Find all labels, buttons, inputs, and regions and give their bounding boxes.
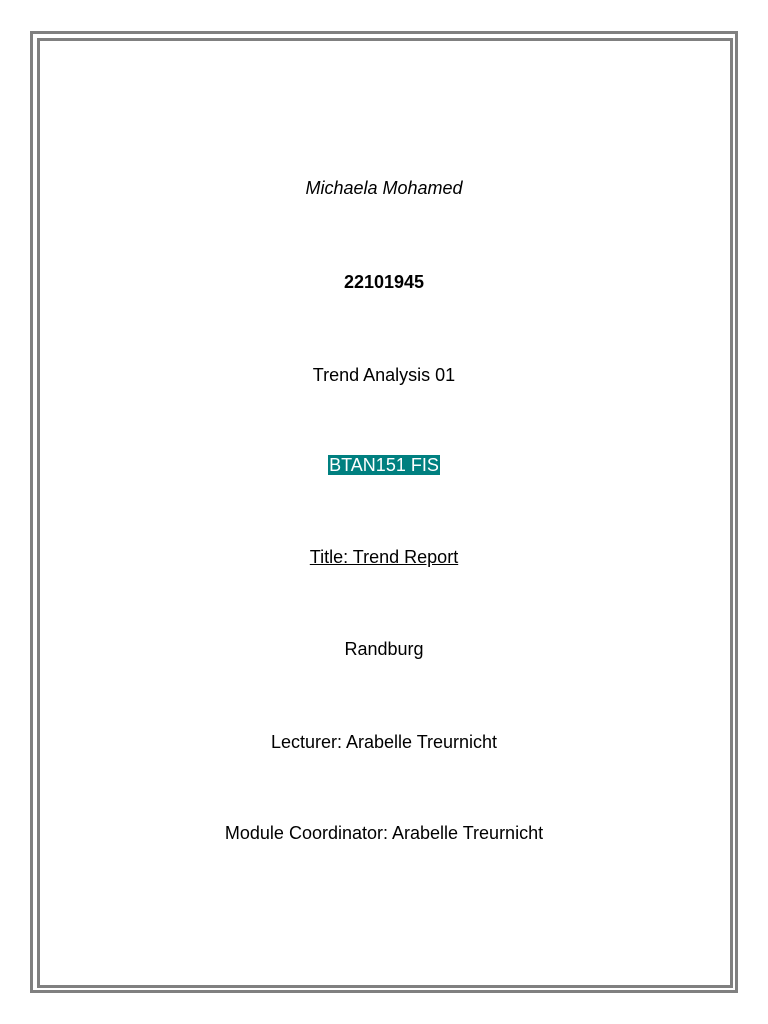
lecturer-name: Lecturer: Arabelle Treurnicht — [270, 732, 498, 752]
report-title: Title: Trend Report — [309, 547, 459, 567]
module-coordinator-name: Module Coordinator: Arabelle Treurnicht — [224, 823, 544, 843]
campus-name: Randburg — [344, 639, 424, 659]
assignment-name: Trend Analysis 01 — [312, 365, 456, 385]
module-code-line — [0, 454, 768, 476]
student-name: Michaela Mohamed — [305, 178, 463, 198]
student-number: 22101945 — [343, 272, 425, 292]
module-code-highlight: BTAN151 FIS — [329, 455, 439, 475]
